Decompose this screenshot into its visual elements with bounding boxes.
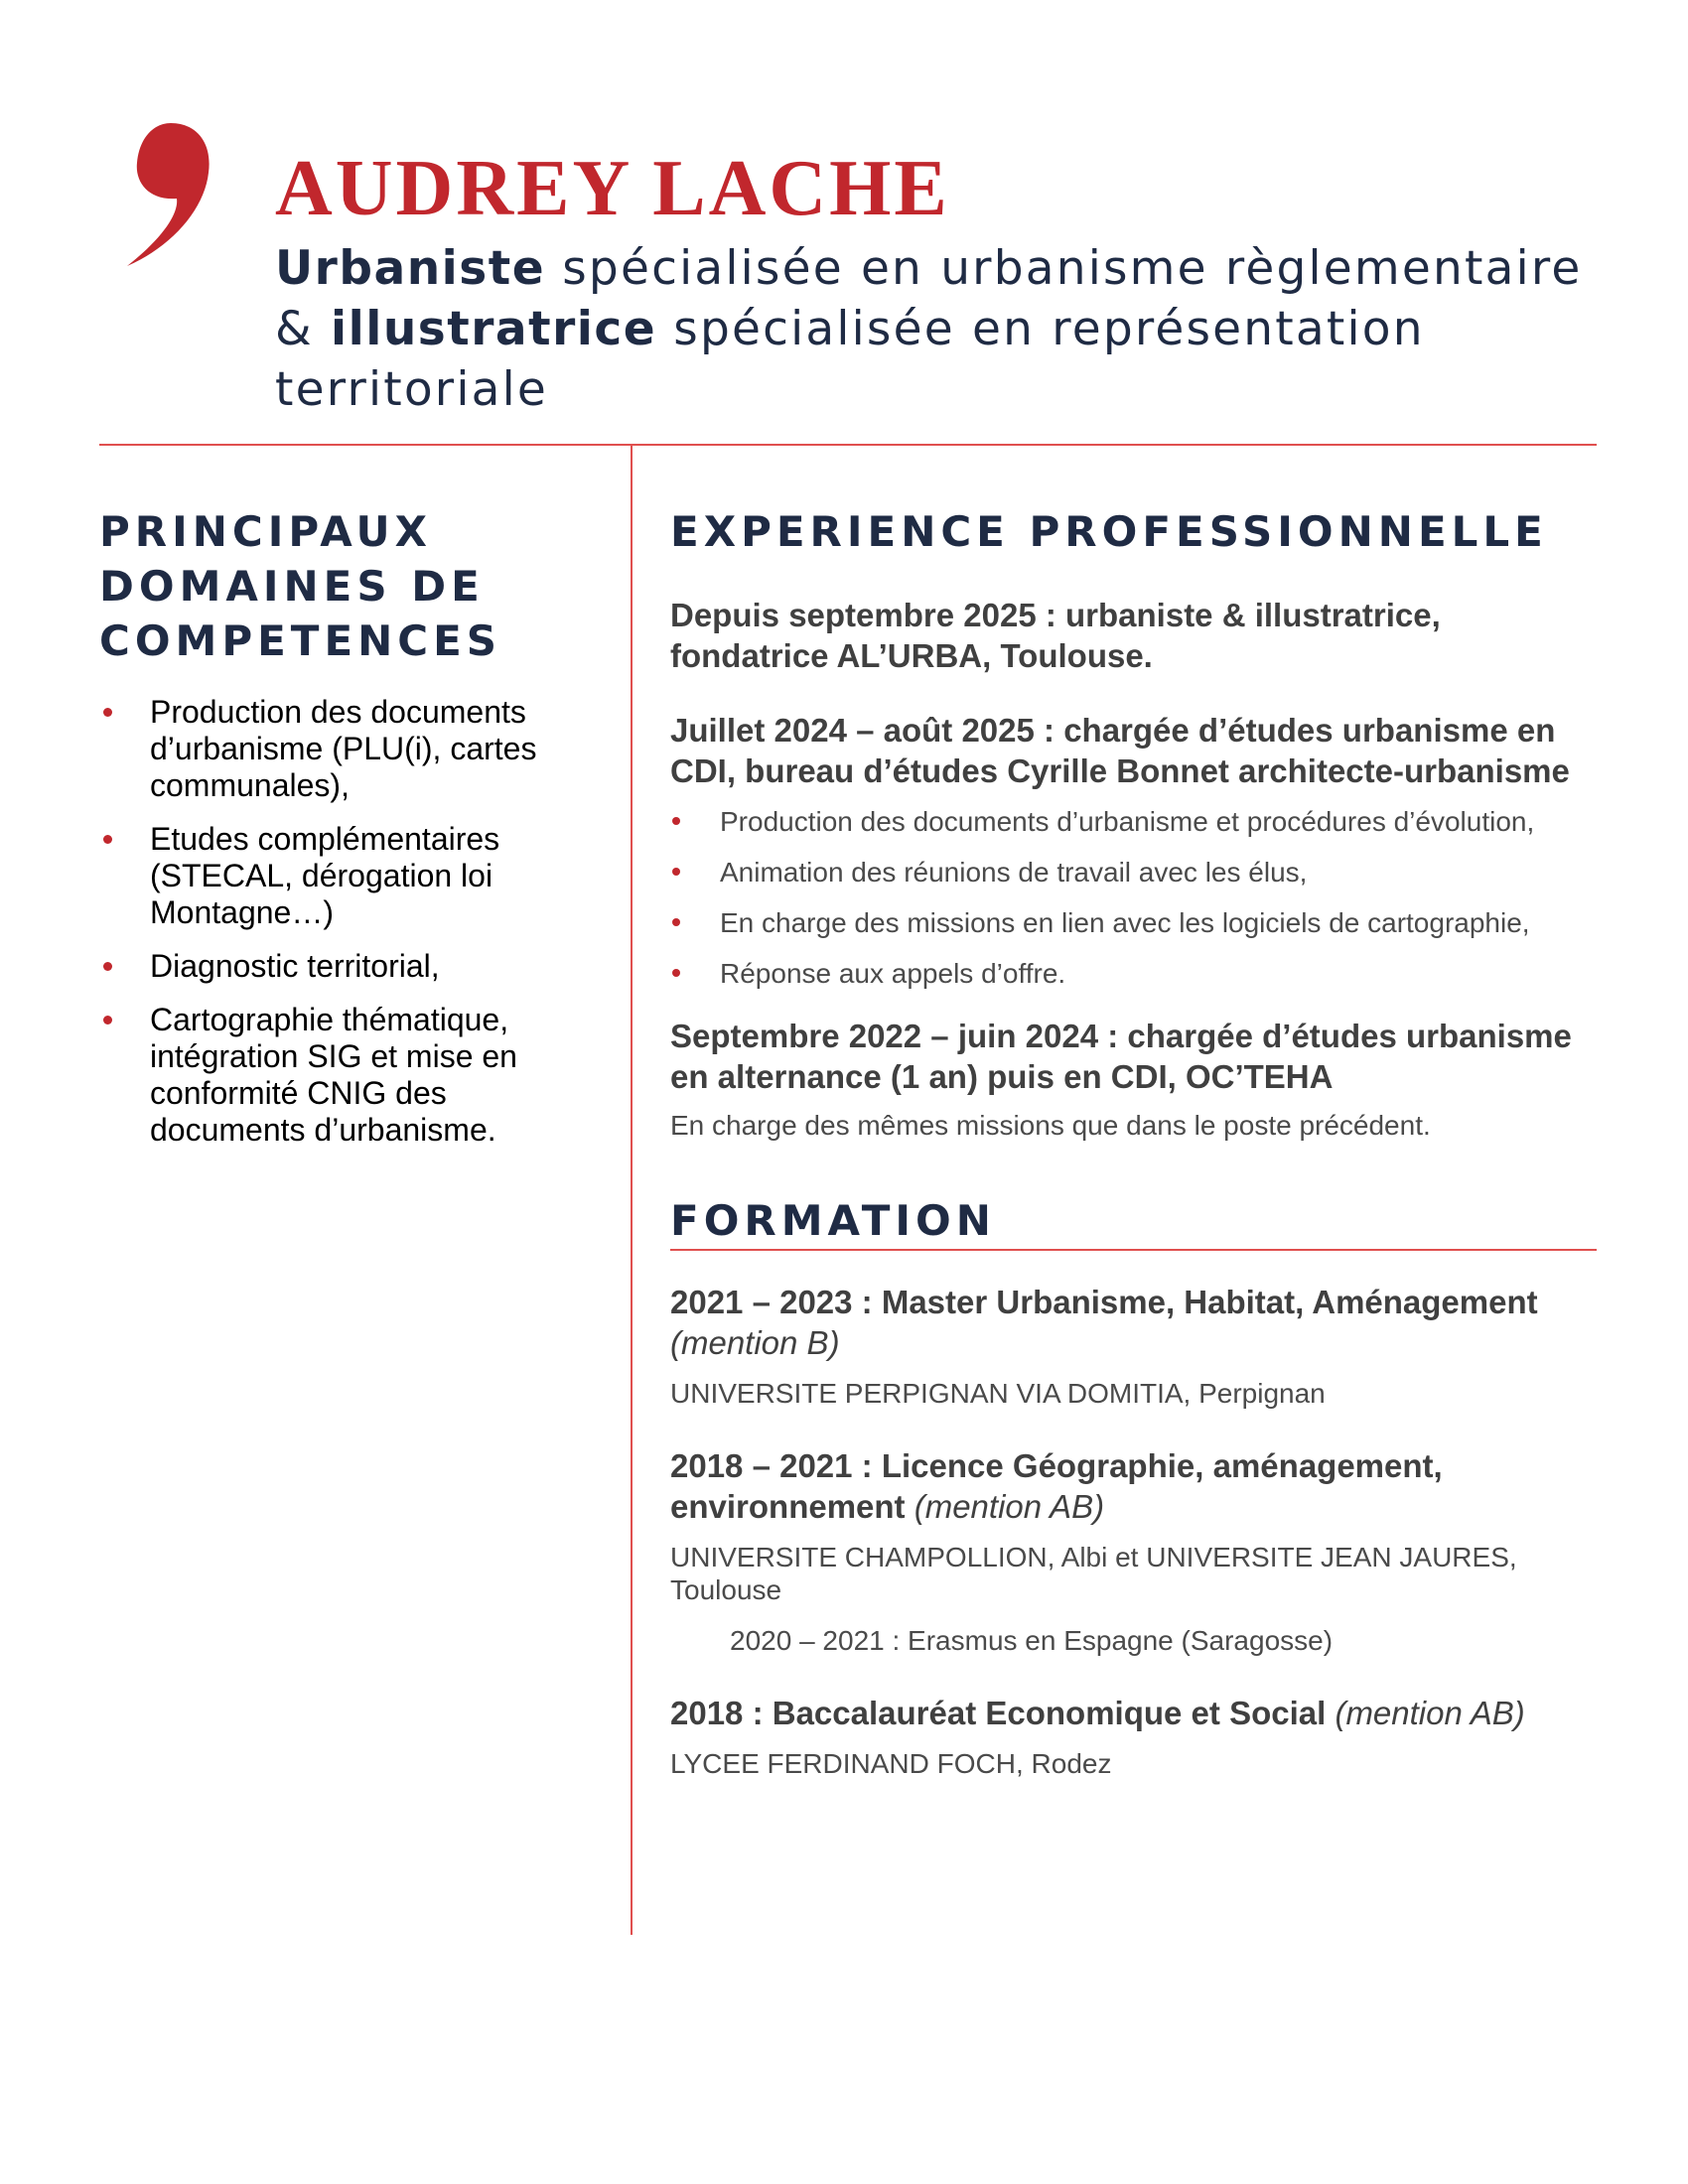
bullet-icon xyxy=(103,1016,112,1024)
formation-degree: 2021 – 2023 : Master Urbanisme, Habitat, Aménagement xyxy=(670,1284,1538,1320)
bullet-icon xyxy=(672,969,680,977)
candidate-name: AUDREY LACHE xyxy=(275,145,950,232)
list-item xyxy=(99,821,596,931)
formation-heading xyxy=(670,1445,1604,1527)
task-text: Production des documents d’urbanisme et procédures d’évolution, xyxy=(720,806,1535,837)
bullet-icon xyxy=(103,708,112,717)
competences-title-line-2: DOMAINES DE xyxy=(99,562,485,611)
list-item xyxy=(670,906,1604,939)
formation-school: UNIVERSITE PERPIGNAN VIA DOMITIA, Perpignan xyxy=(670,1378,1326,1409)
formation-mention: (mention B) xyxy=(670,1324,840,1361)
header-divider xyxy=(99,444,1597,446)
formation-extra: 2020 – 2021 : Erasmus en Espagne (Saragosse) xyxy=(730,1625,1334,1656)
formation-school: LYCEE FERDINAND FOCH, Rodez xyxy=(670,1748,1112,1779)
job-description: En charge des mêmes missions que dans le poste précédent. xyxy=(670,1110,1431,1141)
formation-title: FORMATION xyxy=(670,1196,996,1245)
bullet-icon xyxy=(672,918,680,926)
task-text: Animation des réunions de travail avec les élus, xyxy=(720,857,1308,887)
list-item xyxy=(670,957,1604,990)
subtitle-text-1: spécialisée en urbanisme règlementaire & xyxy=(275,241,1583,356)
subtitle-role-2: illustratrice xyxy=(331,302,657,356)
bullet-icon xyxy=(103,835,112,844)
job-heading: Septembre 2022 – juin 2024 : chargée d’études urbanisme en alternance (1 an) puis en CDI, OC’TEHA xyxy=(670,1018,1572,1095)
competences-title-line-3: COMPETENCES xyxy=(99,616,502,665)
experience-title: EXPERIENCE PROFESSIONNELLE xyxy=(670,507,1548,556)
job-heading: Juillet 2024 – août 2025 : chargée d’études urbanisme en CDI, bureau d’études Cyrille Bonnet architecte-urbanisme xyxy=(670,712,1570,789)
competence-text: Production des documents d’urbanisme (PLU(i), cartes communales), xyxy=(150,694,537,803)
task-text: Réponse aux appels d’offre. xyxy=(720,958,1066,989)
bullet-icon xyxy=(103,962,112,971)
formation-degree: 2018 – 2021 : Licence Géographie, aménagement, environnement xyxy=(670,1447,1443,1525)
competences-title xyxy=(99,504,596,668)
formation-heading xyxy=(670,1693,1604,1733)
list-item xyxy=(670,856,1604,888)
bullet-icon xyxy=(672,868,680,876)
list-item xyxy=(670,805,1604,838)
job-tasks-list xyxy=(670,805,1604,990)
formation-school: UNIVERSITE CHAMPOLLION, Albi et UNIVERSITE JEAN JAURES, Toulouse xyxy=(670,1542,1517,1605)
list-item xyxy=(99,1002,596,1149)
list-item xyxy=(99,948,596,985)
job-heading: Depuis septembre 2025 : urbaniste & illustratrice, fondatrice AL’URBA, Toulouse. xyxy=(670,597,1441,674)
bullet-icon xyxy=(672,817,680,825)
comma-logo-icon xyxy=(117,117,216,276)
subtitle-text-2: spécialisée en représentation territoriale xyxy=(275,302,1425,417)
formation-mention: (mention AB) xyxy=(914,1488,1105,1525)
competences-title-line-1: PRINCIPAUX xyxy=(99,507,432,556)
competence-text: Diagnostic territorial, xyxy=(150,948,440,984)
column-divider xyxy=(631,446,633,1935)
competences-section xyxy=(99,504,596,1165)
competence-text: Etudes complémentaires (STECAL, dérogation loi Montagne…) xyxy=(150,821,500,930)
competence-text: Cartographie thématique, intégration SIG et mise en conformité CNIG des documents d’urbanisme. xyxy=(150,1002,517,1148)
main-column xyxy=(670,504,1604,1780)
subtitle-role-1: Urbaniste xyxy=(275,241,546,296)
candidate-subtitle xyxy=(275,238,1606,420)
competences-list xyxy=(99,694,596,1149)
task-text: En charge des missions en lien avec les logiciels de cartographie, xyxy=(720,907,1530,938)
list-item xyxy=(99,694,596,804)
formation-degree: 2018 : Baccalauréat Economique et Social xyxy=(670,1695,1327,1731)
formation-mention: (mention AB) xyxy=(1335,1695,1525,1731)
formation-heading xyxy=(670,1282,1604,1363)
